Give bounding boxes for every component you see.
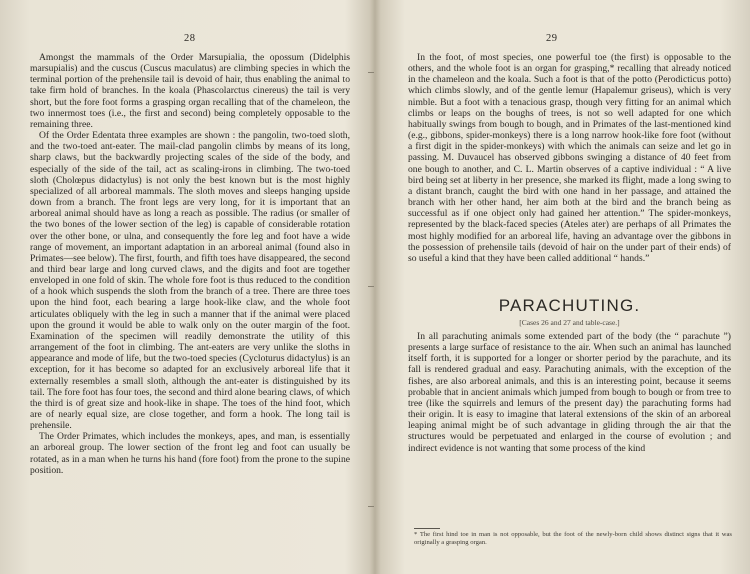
paragraph: In the foot, of most species, one powerful toe (the first) is opposable to the others, and the whole foot is an organ for grasping,* recalling that already noticed in the chameleon and the koala. Such a foot is that of the potto (Perodicticus potto) which climbs slowly, and of the gentle lemur (Hapalemur griseus), which is very nimble. But a foot with a tenacious grasp, though very fitting for an animal which climbs or leaps on the boughs of trees, is not so well adapted for one which habitually swings from bough to bough, and in Primates of the last-mentioned kind (e.g., gibbons, spider-monkeys) there is a long narrow hook-like fore foot (without a first digit in the spider-monkeys) with which the animals can seize and let go in passing. M. Duvaucel has observed gibbons swinging a distance of 40 feet from one bough to another, and C. L. Martin observes of a captive individual : “ A live bird being set at liberty in her presence, she marked its flight, made a long swing to a distant branch, caught the bird with one hand in her passage, and attained the branch with her other hand, her aim both at the bird and the branch being as successful as if one object only had gained her attention.” The spider-monkeys, represented by the black-faced species (Ateles ater) are perhaps of all Primates the most highly modified for an arboreal life, having an advantage over the gibbons in the possession of prehensile tails (devoid of hair on the under part of their ends) of so useful a kind that they have been called additional “ hands.” bbox=[408, 52, 731, 264]
footnote: * The first hind toe in man is not opposable, but the foot of the newly-born child shows distinct signs that it was originally a grasping organ. bbox=[414, 531, 732, 546]
section-text bbox=[408, 331, 731, 454]
section-subheading: [Cases 26 and 27 and table-case.] bbox=[519, 318, 620, 327]
right-page bbox=[378, 0, 750, 574]
paragraph: Of the Order Edentata three examples are shown : the pangolin, two-toed sloth, and the two-toed ant-eater. The mail-clad pangolin climbs by means of its long, sharp claws, but the backwardly projecting scales of the side of the body, and especially of the side of the tail, act as scaling-irons in climbing. The two-toed sloth (Cholœpus didactylus) is not only the best known but is the most highly specialized of all arboreal mammals. The sloth moves and sleeps hanging upside down from a branch. The front legs are very long, for it is important that an arboreal animal should have as long a reach as possible. The radius (or smaller of the two bones of the lower section of the leg) is capable of considerable rotation over the other bone, or ulna, and consequently the fore leg and foot have a wide range of movement, an important adaptation in an arboreal animal (found also in Primates—see below). The first, fourth, and fifth toes have disappeared, the second and third bear large and long curved claws, and the digits and foot are together enveloped in one fold of skin. The whole fore foot is thus reduced to the condition of a hook which suspends the sloth from the branch of a tree. There are three toes upon the hind foot, each bearing a large hook-like claw, and the whole foot articulates obliquely with the leg in such a manner that if the animal were placed upon the ground it would be able to walk only on the outer margin of the foot. Examination of the specimen will readily demonstrate the utility of this arrangement of the foot in climbing. The ant-eaters are very unlike the sloths in appearance and mode of life, but the two-toed species (Cycloturus didactylus) is an exception, for it has become so adapted for an exclusively arboreal life that it externally resembles a small sloth, although the ant-eater is distinguished by its tail. The fore foot has four toes, the second and third alone bearing claws, of which the third is of great size and hook-like in shape. The toes of the hind foot, which are of nearly equal size, are close together, and form a hook. The long tail is prehensile. bbox=[30, 130, 350, 432]
left-page bbox=[0, 0, 372, 574]
paragraph: Amongst the mammals of the Order Marsupialia, the opossum (Didelphis marsupialis) and the cuscus (Cuscus maculatus) are climbing species in which the terminal portion of the prehensile tail is devoid of hair, thus enabling the animal to take firm hold of branches. In the koala (Phascolarctus cinereus) the tail is very short, but the fore foot forms a grasping organ recalling that of the chameleon, the two innermost toes (i.e., the first and second) being completely opposable to the remaining three. bbox=[30, 52, 350, 130]
paragraph: In all parachuting animals some extended part of the body (the “ parachute ”) presents a large surface of resistance to the air. When such an animal has launched itself forth, it is supported for a longer or shorter period by the parachute, and its fall is rendered gradual and easy. Parachuting animals, with the exception of the fishes, are also arboreal animals, and this is an interesting point, because it seems probable that in ancient animals which jumped from bough to bough or from tree to tree (like the squirrels and lemurs of the present day) the parachuting forms had their origin. It is easy to imagine that lateral extensions of the skin of an arboreal leaping animal might be of such advantage in gliding through the air that the structures would be perpetuated and enlarged in the course of evolution ; and indirect evidence is not wanting that some process of the kind bbox=[408, 331, 731, 454]
left-page-text bbox=[30, 52, 350, 476]
paragraph: The Order Primates, which includes the monkeys, apes, and man, is essentially an arboreal group. The lower section of the front leg and foot can usually be rotated, as in a man when he turns his hand (fore foot) from the prone to the supine position. bbox=[30, 431, 350, 476]
section-heading: PARACHUTING. bbox=[498, 296, 641, 315]
footnote-rule bbox=[414, 528, 440, 529]
page-number: 29 bbox=[546, 33, 558, 44]
right-page-text bbox=[408, 52, 731, 264]
page-number: 28 bbox=[184, 33, 196, 44]
